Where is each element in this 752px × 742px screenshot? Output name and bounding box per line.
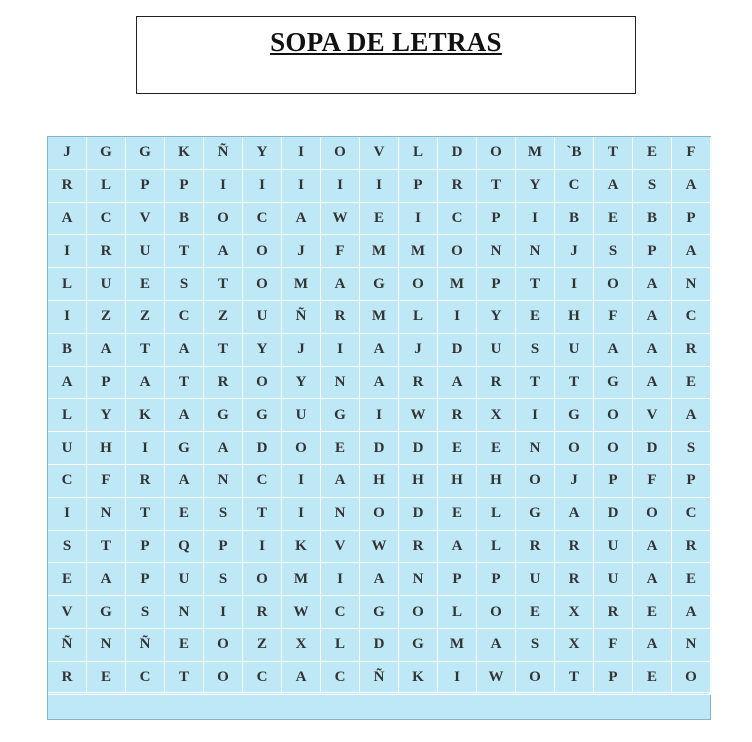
grid-cell[interactable]: I xyxy=(204,170,243,203)
grid-cell[interactable]: Z xyxy=(204,301,243,334)
grid-cell[interactable]: V xyxy=(48,596,87,629)
grid-cell[interactable]: I xyxy=(204,596,243,629)
grid-cell[interactable]: W xyxy=(360,531,399,564)
grid-cell[interactable]: I xyxy=(516,203,555,236)
grid-cell[interactable]: R xyxy=(555,531,594,564)
grid-cell[interactable]: I xyxy=(321,170,360,203)
grid-cell[interactable]: R xyxy=(438,170,477,203)
grid-cell[interactable]: D xyxy=(438,334,477,367)
grid-cell[interactable]: U xyxy=(594,531,633,564)
grid-cell[interactable]: E xyxy=(360,203,399,236)
grid-cell[interactable]: L xyxy=(48,399,87,432)
grid-cell[interactable]: P xyxy=(204,531,243,564)
grid-cell[interactable]: N xyxy=(477,235,516,268)
grid-cell[interactable]: O xyxy=(399,596,438,629)
grid-cell[interactable]: R xyxy=(516,531,555,564)
grid-cell[interactable]: E xyxy=(87,662,126,695)
grid-cell[interactable]: M xyxy=(360,235,399,268)
grid-bottom-strip xyxy=(48,692,710,719)
grid-cell[interactable]: C xyxy=(321,662,360,695)
grid-cell[interactable]: C xyxy=(672,498,711,531)
grid-cell[interactable]: I xyxy=(321,563,360,596)
grid-cell[interactable]: I xyxy=(126,432,165,465)
grid-cell[interactable]: H xyxy=(360,465,399,498)
grid-cell[interactable]: C xyxy=(87,203,126,236)
grid-cell[interactable]: E xyxy=(516,596,555,629)
grid-cell[interactable]: P xyxy=(633,235,672,268)
grid-cell[interactable]: U xyxy=(243,301,282,334)
grid-cell[interactable]: E xyxy=(165,629,204,662)
grid-cell[interactable]: U xyxy=(594,563,633,596)
grid-cell[interactable]: N xyxy=(321,367,360,400)
grid-cell[interactable]: O xyxy=(243,268,282,301)
grid-cell[interactable]: E xyxy=(477,432,516,465)
grid-cell[interactable]: O xyxy=(204,203,243,236)
grid-cell[interactable]: Y xyxy=(87,399,126,432)
grid-cell[interactable]: R xyxy=(48,170,87,203)
grid-cell[interactable]: T xyxy=(165,235,204,268)
grid-cell[interactable]: Ñ xyxy=(282,301,321,334)
grid-cell[interactable]: X xyxy=(477,399,516,432)
grid-cell[interactable]: C xyxy=(243,662,282,695)
grid-cell[interactable]: H xyxy=(555,301,594,334)
grid-cell[interactable]: I xyxy=(516,399,555,432)
grid-cell[interactable]: R xyxy=(243,596,282,629)
grid-cell[interactable]: I xyxy=(438,662,477,695)
grid-cell[interactable]: I xyxy=(438,301,477,334)
grid-cell[interactable]: P xyxy=(126,170,165,203)
grid-cell[interactable]: N xyxy=(321,498,360,531)
grid-cell[interactable]: O xyxy=(594,399,633,432)
grid-cell[interactable]: T xyxy=(555,367,594,400)
grid-cell[interactable]: O xyxy=(516,465,555,498)
grid-cell[interactable]: E xyxy=(672,367,711,400)
grid-cell[interactable]: P xyxy=(126,563,165,596)
grid-cell[interactable]: D xyxy=(243,432,282,465)
grid-cell[interactable]: N xyxy=(87,629,126,662)
grid-cell[interactable]: A xyxy=(165,465,204,498)
grid-cell[interactable]: J xyxy=(282,334,321,367)
grid-cell[interactable]: K xyxy=(399,662,438,695)
grid-cell[interactable]: A xyxy=(555,498,594,531)
grid-cell[interactable]: A xyxy=(165,399,204,432)
grid-cell[interactable]: R xyxy=(321,301,360,334)
grid-cell[interactable]: A xyxy=(87,334,126,367)
grid-cell[interactable]: P xyxy=(126,531,165,564)
grid-cell[interactable]: A xyxy=(594,170,633,203)
grid-cell[interactable]: P xyxy=(672,465,711,498)
grid-cell[interactable]: R xyxy=(555,563,594,596)
grid-cell[interactable]: A xyxy=(360,563,399,596)
grid-cell[interactable]: Y xyxy=(243,334,282,367)
grid-cell[interactable]: D xyxy=(360,629,399,662)
grid-cell[interactable]: G xyxy=(204,399,243,432)
grid-cell[interactable]: O xyxy=(477,137,516,170)
grid-cell[interactable]: W xyxy=(477,662,516,695)
grid-cell[interactable]: W xyxy=(282,596,321,629)
grid-cell[interactable]: C xyxy=(672,301,711,334)
grid-cell[interactable]: O xyxy=(204,629,243,662)
grid-cell[interactable]: V xyxy=(360,137,399,170)
grid-cell[interactable]: O xyxy=(282,432,321,465)
grid-cell[interactable]: L xyxy=(399,137,438,170)
grid-cell[interactable]: R xyxy=(204,367,243,400)
title-box xyxy=(136,16,636,94)
grid-cell[interactable]: P xyxy=(477,268,516,301)
grid-cell[interactable]: S xyxy=(594,235,633,268)
grid-cell[interactable]: Z xyxy=(126,301,165,334)
grid-cell[interactable]: F xyxy=(87,465,126,498)
grid-cell[interactable]: P xyxy=(399,170,438,203)
grid-cell[interactable]: K xyxy=(165,137,204,170)
grid-cell[interactable]: J xyxy=(282,235,321,268)
grid-cell[interactable]: E xyxy=(633,596,672,629)
grid-cell[interactable]: A xyxy=(126,367,165,400)
grid-cell[interactable]: A xyxy=(633,563,672,596)
grid-cell[interactable]: E xyxy=(126,268,165,301)
grid-cell[interactable]: Y xyxy=(282,367,321,400)
grid-cell[interactable]: S xyxy=(516,334,555,367)
grid-cell[interactable]: A xyxy=(633,367,672,400)
grid-cell[interactable]: L xyxy=(477,531,516,564)
grid-cell[interactable]: B xyxy=(633,203,672,236)
grid-cell[interactable]: I xyxy=(321,334,360,367)
grid-cell[interactable]: S xyxy=(126,596,165,629)
grid-cell[interactable]: O xyxy=(438,235,477,268)
grid-cell[interactable]: I xyxy=(399,203,438,236)
grid-cell[interactable]: A xyxy=(477,629,516,662)
grid-cell[interactable]: U xyxy=(555,334,594,367)
grid-cell[interactable]: A xyxy=(438,531,477,564)
grid-cell[interactable]: C xyxy=(243,465,282,498)
grid-cell[interactable]: A xyxy=(633,629,672,662)
grid-cell[interactable]: V xyxy=(633,399,672,432)
grid-cell[interactable]: P xyxy=(594,662,633,695)
grid-cell[interactable]: E xyxy=(516,301,555,334)
grid-cell[interactable]: B xyxy=(48,334,87,367)
grid-cell[interactable]: X xyxy=(555,629,594,662)
grid-cell[interactable]: R xyxy=(126,465,165,498)
grid-cell[interactable]: J xyxy=(555,465,594,498)
grid-cell[interactable]: P xyxy=(594,465,633,498)
grid-cell[interactable]: F xyxy=(672,137,711,170)
grid-cell[interactable]: A xyxy=(321,465,360,498)
grid-cell[interactable]: G xyxy=(360,596,399,629)
grid-cell[interactable]: S xyxy=(672,432,711,465)
grid-cell[interactable]: O xyxy=(360,498,399,531)
grid-cell[interactable]: M xyxy=(438,629,477,662)
grid-cell[interactable]: G xyxy=(87,137,126,170)
grid-cell[interactable]: A xyxy=(633,334,672,367)
grid-cell[interactable]: I xyxy=(48,301,87,334)
grid-cell[interactable]: O xyxy=(477,596,516,629)
grid-cell[interactable]: D xyxy=(360,432,399,465)
grid-cell[interactable]: G xyxy=(321,399,360,432)
grid-cell[interactable]: O xyxy=(555,432,594,465)
grid-cell[interactable]: A xyxy=(87,563,126,596)
grid-cell[interactable]: U xyxy=(165,563,204,596)
grid-cell[interactable]: N xyxy=(672,629,711,662)
grid-cell[interactable]: V xyxy=(126,203,165,236)
grid-cell[interactable]: P xyxy=(672,203,711,236)
grid-cell[interactable]: R xyxy=(477,367,516,400)
grid-cell[interactable]: G xyxy=(516,498,555,531)
grid-cell[interactable]: S xyxy=(204,563,243,596)
grid-cell[interactable]: A xyxy=(672,170,711,203)
grid-cell[interactable]: O xyxy=(243,235,282,268)
grid-cell[interactable]: A xyxy=(633,301,672,334)
grid-cell[interactable]: E xyxy=(633,137,672,170)
grid-cell[interactable]: D xyxy=(594,498,633,531)
grid-cell[interactable]: Q xyxy=(165,531,204,564)
grid-cell[interactable]: O xyxy=(243,563,282,596)
grid-cell[interactable]: Y xyxy=(516,170,555,203)
grid-cell[interactable]: J xyxy=(555,235,594,268)
grid-cell[interactable]: R xyxy=(672,334,711,367)
grid-cell[interactable]: S xyxy=(165,268,204,301)
grid-cell[interactable]: G xyxy=(87,596,126,629)
grid-cell[interactable]: H xyxy=(87,432,126,465)
grid-cell[interactable]: A xyxy=(360,334,399,367)
grid-cell[interactable]: I xyxy=(360,170,399,203)
grid-cell[interactable]: N xyxy=(399,563,438,596)
grid-cell[interactable]: C xyxy=(321,596,360,629)
grid-cell[interactable]: P xyxy=(477,203,516,236)
grid-cell[interactable]: L xyxy=(477,498,516,531)
grid-cell[interactable]: S xyxy=(48,531,87,564)
grid-cell[interactable]: U xyxy=(282,399,321,432)
grid-cell[interactable]: C xyxy=(48,465,87,498)
grid-cell[interactable]: R xyxy=(399,531,438,564)
grid-cell[interactable]: O xyxy=(516,662,555,695)
grid-cell[interactable]: R xyxy=(87,235,126,268)
grid-cell[interactable]: H xyxy=(399,465,438,498)
grid-cell[interactable]: F xyxy=(633,465,672,498)
grid-cell[interactable]: I xyxy=(282,137,321,170)
grid-cell[interactable]: Y xyxy=(477,301,516,334)
grid-cell[interactable]: C xyxy=(555,170,594,203)
grid-cell[interactable]: T xyxy=(555,662,594,695)
grid-cell[interactable]: I xyxy=(282,498,321,531)
grid-cell[interactable]: F xyxy=(594,629,633,662)
grid-cell[interactable]: S xyxy=(516,629,555,662)
grid-cell[interactable]: G xyxy=(243,399,282,432)
grid-cell[interactable]: M xyxy=(516,137,555,170)
grid-cell[interactable]: T xyxy=(516,268,555,301)
grid-cell[interactable]: A xyxy=(282,203,321,236)
grid-cell[interactable]: O xyxy=(672,662,711,695)
grid-cell[interactable]: D xyxy=(633,432,672,465)
grid-cell[interactable]: M xyxy=(282,268,321,301)
grid-cell[interactable]: B xyxy=(555,203,594,236)
grid-cell[interactable]: J xyxy=(48,137,87,170)
grid-cell[interactable]: A xyxy=(438,367,477,400)
grid-cell[interactable]: N xyxy=(165,596,204,629)
grid-cell[interactable]: T xyxy=(594,137,633,170)
grid-cell[interactable]: Ñ xyxy=(204,137,243,170)
grid-cell[interactable]: N xyxy=(672,268,711,301)
grid-cell[interactable]: I xyxy=(360,399,399,432)
grid-cell[interactable]: X xyxy=(555,596,594,629)
grid-cell[interactable]: F xyxy=(321,235,360,268)
grid-cell[interactable]: A xyxy=(204,432,243,465)
grid-cell[interactable]: V xyxy=(321,531,360,564)
grid-cell[interactable]: A xyxy=(672,399,711,432)
grid-cell[interactable]: M xyxy=(438,268,477,301)
grid-cell[interactable]: A xyxy=(48,203,87,236)
grid-cell[interactable]: G xyxy=(165,432,204,465)
grid-cell[interactable]: D xyxy=(399,432,438,465)
grid-cell[interactable]: E xyxy=(165,498,204,531)
grid-cell[interactable]: A xyxy=(594,334,633,367)
grid-cell[interactable]: P xyxy=(165,170,204,203)
grid-cell[interactable]: O xyxy=(321,137,360,170)
grid-cell[interactable]: A xyxy=(672,235,711,268)
grid-cell[interactable]: E xyxy=(321,432,360,465)
grid-cell[interactable]: T xyxy=(126,498,165,531)
grid-cell[interactable]: S xyxy=(633,170,672,203)
grid-cell[interactable]: N xyxy=(87,498,126,531)
grid-cell[interactable]: F xyxy=(594,301,633,334)
grid-cell[interactable]: L xyxy=(399,301,438,334)
grid-cell[interactable]: U xyxy=(126,235,165,268)
grid-cell[interactable]: I xyxy=(282,465,321,498)
grid-cell[interactable]: M xyxy=(282,563,321,596)
grid-cell[interactable]: U xyxy=(87,268,126,301)
grid-cell[interactable]: R xyxy=(672,531,711,564)
grid-cell[interactable]: Ñ xyxy=(126,629,165,662)
grid-cell[interactable]: A xyxy=(48,367,87,400)
grid-cell[interactable]: L xyxy=(438,596,477,629)
grid-cell[interactable]: E xyxy=(633,662,672,695)
grid-cell[interactable]: C xyxy=(243,203,282,236)
grid-cell[interactable]: A xyxy=(204,235,243,268)
grid-cell[interactable]: O xyxy=(399,268,438,301)
grid-cell[interactable]: A xyxy=(321,268,360,301)
grid-cell[interactable]: U xyxy=(516,563,555,596)
grid-cell[interactable]: N xyxy=(204,465,243,498)
grid-cell[interactable]: R xyxy=(594,596,633,629)
grid-cell[interactable]: T xyxy=(165,662,204,695)
grid-cell[interactable]: L xyxy=(321,629,360,662)
letter-grid xyxy=(48,137,711,695)
grid-cell[interactable]: A xyxy=(672,596,711,629)
grid-cell[interactable]: R xyxy=(438,399,477,432)
grid-cell[interactable]: B xyxy=(165,203,204,236)
grid-cell[interactable]: H xyxy=(477,465,516,498)
grid-cell[interactable]: A xyxy=(360,367,399,400)
grid-cell[interactable]: E xyxy=(594,203,633,236)
grid-cell[interactable]: Z xyxy=(243,629,282,662)
grid-cell[interactable]: I xyxy=(243,531,282,564)
grid-cell[interactable]: J xyxy=(399,334,438,367)
grid-cell[interactable]: T xyxy=(204,334,243,367)
grid-cell[interactable]: C xyxy=(438,203,477,236)
grid-cell[interactable]: Ñ xyxy=(48,629,87,662)
grid-cell[interactable]: Y xyxy=(243,137,282,170)
grid-cell[interactable]: G xyxy=(594,367,633,400)
grid-cell[interactable]: W xyxy=(321,203,360,236)
grid-cell[interactable]: X xyxy=(282,629,321,662)
grid-cell[interactable]: O xyxy=(204,662,243,695)
grid-cell[interactable]: E xyxy=(438,498,477,531)
grid-cell[interactable]: T xyxy=(516,367,555,400)
grid-cell[interactable]: K xyxy=(126,399,165,432)
grid-cell[interactable]: W xyxy=(399,399,438,432)
grid-cell[interactable]: O xyxy=(633,498,672,531)
grid-cell[interactable]: L xyxy=(87,170,126,203)
grid-cell[interactable]: T xyxy=(477,170,516,203)
grid-cell[interactable]: G xyxy=(399,629,438,662)
grid-cell[interactable]: D xyxy=(399,498,438,531)
grid-cell[interactable]: C xyxy=(165,301,204,334)
word-search-grid xyxy=(47,136,711,720)
grid-cell[interactable]: `B xyxy=(555,137,594,170)
grid-cell[interactable]: I xyxy=(48,498,87,531)
grid-cell[interactable]: O xyxy=(594,268,633,301)
grid-cell[interactable]: R xyxy=(399,367,438,400)
grid-cell[interactable]: E xyxy=(48,563,87,596)
grid-cell[interactable]: T xyxy=(204,268,243,301)
grid-cell[interactable]: G xyxy=(555,399,594,432)
grid-cell[interactable]: A xyxy=(633,531,672,564)
grid-cell[interactable]: O xyxy=(243,367,282,400)
grid-cell[interactable]: D xyxy=(438,137,477,170)
grid-cell[interactable]: C xyxy=(126,662,165,695)
grid-cell[interactable]: E xyxy=(672,563,711,596)
grid-cell[interactable]: R xyxy=(48,662,87,695)
grid-cell[interactable]: U xyxy=(477,334,516,367)
grid-cell[interactable]: A xyxy=(165,334,204,367)
grid-cell[interactable]: I xyxy=(243,170,282,203)
grid-cell[interactable]: S xyxy=(204,498,243,531)
grid-cell[interactable]: E xyxy=(438,432,477,465)
grid-cell[interactable]: T xyxy=(87,531,126,564)
grid-cell[interactable]: T xyxy=(126,334,165,367)
grid-cell[interactable]: A xyxy=(282,662,321,695)
grid-cell[interactable]: M xyxy=(399,235,438,268)
grid-cell[interactable]: G xyxy=(126,137,165,170)
grid-cell[interactable]: L xyxy=(48,268,87,301)
grid-cell[interactable]: T xyxy=(165,367,204,400)
grid-cell[interactable]: M xyxy=(360,301,399,334)
grid-cell[interactable]: Z xyxy=(87,301,126,334)
grid-cell[interactable]: I xyxy=(48,235,87,268)
grid-cell[interactable]: U xyxy=(48,432,87,465)
grid-cell[interactable]: N xyxy=(516,235,555,268)
grid-cell[interactable]: P xyxy=(87,367,126,400)
grid-cell[interactable]: K xyxy=(282,531,321,564)
page-title: SOPA DE LETRAS xyxy=(270,27,502,57)
grid-cell[interactable]: A xyxy=(633,268,672,301)
grid-cell[interactable]: N xyxy=(516,432,555,465)
grid-cell[interactable]: T xyxy=(243,498,282,531)
grid-cell[interactable]: O xyxy=(594,432,633,465)
grid-cell[interactable]: Ñ xyxy=(360,662,399,695)
grid-cell[interactable]: I xyxy=(282,170,321,203)
grid-cell[interactable]: H xyxy=(438,465,477,498)
grid-cell[interactable]: I xyxy=(555,268,594,301)
grid-cell[interactable]: P xyxy=(438,563,477,596)
grid-cell[interactable]: G xyxy=(360,268,399,301)
grid-cell[interactable]: P xyxy=(477,563,516,596)
